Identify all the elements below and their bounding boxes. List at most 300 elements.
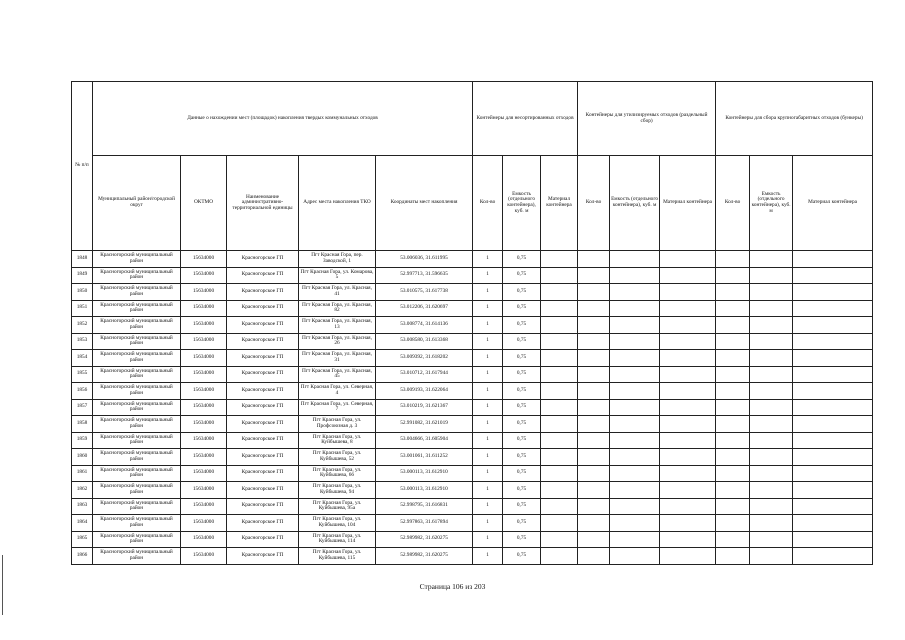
cell-address: Пгт Красная Гора, ул. Красная, 45 <box>299 366 376 383</box>
cell-num: 1864 <box>72 515 93 532</box>
cell-bulky-material <box>793 531 873 548</box>
cell-num: 1856 <box>72 383 93 400</box>
cell-num: 1852 <box>72 317 93 334</box>
cell-oktmo: 15634000 <box>181 350 227 367</box>
cell-separate-count <box>578 449 610 466</box>
cell-unsorted-count: 1 <box>473 333 503 350</box>
cell-bulky-count <box>716 482 750 499</box>
cell-unsorted-count: 1 <box>473 383 503 400</box>
cell-unsorted-material <box>541 284 578 301</box>
cell-separate-volume <box>610 300 660 317</box>
cell-bulky-volume <box>750 531 793 548</box>
cell-admin-unit: Красногорское ГП <box>227 416 299 433</box>
cell-admin-unit: Красногорское ГП <box>227 333 299 350</box>
cell-bulky-material <box>793 548 873 565</box>
cell-separate-count <box>578 366 610 383</box>
cell-separate-count <box>578 383 610 400</box>
waste-sites-table <box>71 81 873 565</box>
cell-separate-material <box>660 333 716 350</box>
table-row <box>72 366 873 383</box>
cell-num: 1866 <box>72 548 93 565</box>
cell-bulky-count <box>716 432 750 449</box>
cell-coords: 52.997863, 31.617894 <box>376 515 473 532</box>
cell-separate-count <box>578 482 610 499</box>
cell-unsorted-volume: 0,75 <box>503 267 541 284</box>
cell-bulky-volume <box>750 366 793 383</box>
table-row <box>72 350 873 367</box>
cell-coords: 53.001061, 31.611252 <box>376 449 473 466</box>
cell-district: Красногорский муниципальный район <box>93 416 181 433</box>
cell-bulky-count <box>716 515 750 532</box>
cell-bulky-volume <box>750 383 793 400</box>
table-row <box>72 251 873 268</box>
table-row <box>72 465 873 482</box>
cell-address: Пгт Красная Гора, ул. Красная, 13 <box>299 317 376 334</box>
table-row <box>72 498 873 515</box>
cell-oktmo: 15634000 <box>181 531 227 548</box>
cell-address: Пгт Красная Гора, ул. Красная, 82 <box>299 300 376 317</box>
cell-bulky-count <box>716 300 750 317</box>
cell-unsorted-count: 1 <box>473 531 503 548</box>
cell-num: 1858 <box>72 416 93 433</box>
cell-separate-count <box>578 548 610 565</box>
cell-unsorted-count: 1 <box>473 432 503 449</box>
cell-oktmo: 15634000 <box>181 399 227 416</box>
cell-separate-volume <box>610 465 660 482</box>
cell-bulky-material <box>793 333 873 350</box>
cell-oktmo: 15634000 <box>181 317 227 334</box>
cell-separate-volume <box>610 284 660 301</box>
cell-bulky-count <box>716 399 750 416</box>
cell-bulky-volume <box>750 399 793 416</box>
cell-separate-volume <box>610 383 660 400</box>
cell-unsorted-material <box>541 432 578 449</box>
cell-address: Пгт Красная Гора, ул. Комарова, 5 <box>299 267 376 284</box>
cell-separate-volume <box>610 399 660 416</box>
cell-separate-volume <box>610 498 660 515</box>
header-num: № п/п <box>72 82 93 251</box>
cell-separate-material <box>660 531 716 548</box>
cell-separate-count <box>578 465 610 482</box>
table-row <box>72 399 873 416</box>
cell-district: Красногорский муниципальный район <box>93 333 181 350</box>
cell-bulky-volume <box>750 498 793 515</box>
table-row <box>72 416 873 433</box>
cell-separate-count <box>578 416 610 433</box>
cell-bulky-material <box>793 432 873 449</box>
cell-bulky-material <box>793 383 873 400</box>
cell-admin-unit: Красногорское ГП <box>227 449 299 466</box>
cell-address: Пгт Красная Гора, ул. Куйбышева, 66 <box>299 465 376 482</box>
cell-unsorted-volume: 0,75 <box>503 284 541 301</box>
cell-address: Пгт Красная Гора, ул. Красная, 41 <box>299 284 376 301</box>
cell-district: Красногорский муниципальный район <box>93 432 181 449</box>
cell-separate-count <box>578 515 610 532</box>
cell-coords: 53.010575, 31.617738 <box>376 284 473 301</box>
cell-unsorted-volume: 0,75 <box>503 251 541 268</box>
cell-unsorted-material <box>541 531 578 548</box>
cell-unsorted-material <box>541 251 578 268</box>
cell-coords: 53.009392, 31.618202 <box>376 350 473 367</box>
cell-unsorted-material <box>541 449 578 466</box>
cell-unsorted-material <box>541 300 578 317</box>
cell-separate-material <box>660 416 716 433</box>
cell-coords: 52.998795, 31.616831 <box>376 498 473 515</box>
table-row <box>72 284 873 301</box>
cell-separate-volume <box>610 366 660 383</box>
cell-unsorted-material <box>541 465 578 482</box>
cell-unsorted-count: 1 <box>473 300 503 317</box>
cell-bulky-count <box>716 383 750 400</box>
cell-unsorted-count: 1 <box>473 465 503 482</box>
cell-unsorted-count: 1 <box>473 515 503 532</box>
cell-bulky-volume <box>750 482 793 499</box>
cell-unsorted-count: 1 <box>473 350 503 367</box>
cell-separate-volume <box>610 416 660 433</box>
cell-num: 1865 <box>72 531 93 548</box>
cell-unsorted-material <box>541 515 578 532</box>
cell-district: Красногорский муниципальный район <box>93 465 181 482</box>
cell-separate-material <box>660 399 716 416</box>
cell-address: Пгт Красная Гора, ул. Северная, 4 <box>299 383 376 400</box>
cell-num: 1855 <box>72 366 93 383</box>
cell-bulky-volume <box>750 300 793 317</box>
cell-district: Красногорский муниципальный район <box>93 317 181 334</box>
cell-unsorted-volume: 0,75 <box>503 333 541 350</box>
header-group-separate: Контейнеры для утилизируемых отходов (раздельный сбор) <box>578 82 716 156</box>
cell-admin-unit: Красногорское ГП <box>227 251 299 268</box>
table-row <box>72 432 873 449</box>
cell-district: Красногорский муниципальный район <box>93 366 181 383</box>
cell-separate-count <box>578 350 610 367</box>
cell-bulky-count <box>716 267 750 284</box>
cell-district: Красногорский муниципальный район <box>93 498 181 515</box>
cell-address: Пгт Красная Гора, ул. Красная, 26 <box>299 333 376 350</box>
cell-unsorted-volume: 0,75 <box>503 498 541 515</box>
cell-unsorted-volume: 0,75 <box>503 548 541 565</box>
cell-admin-unit: Красногорское ГП <box>227 366 299 383</box>
cell-admin-unit: Красногорское ГП <box>227 317 299 334</box>
cell-separate-material <box>660 482 716 499</box>
table-row <box>72 482 873 499</box>
table-row <box>72 531 873 548</box>
cell-oktmo: 15634000 <box>181 383 227 400</box>
cell-address: Пгт Красная Гора, ул. Куйбышева, 114 <box>299 531 376 548</box>
cell-separate-count <box>578 498 610 515</box>
cell-admin-unit: Красногорское ГП <box>227 300 299 317</box>
cell-bulky-material <box>793 449 873 466</box>
cell-oktmo: 15634000 <box>181 251 227 268</box>
header-oktmo: ОКТМО <box>181 156 227 251</box>
cell-num: 1851 <box>72 300 93 317</box>
header-unsorted-material: Материал контейнера <box>541 156 578 251</box>
cell-admin-unit: Красногорское ГП <box>227 498 299 515</box>
cell-unsorted-material <box>541 350 578 367</box>
cell-separate-volume <box>610 350 660 367</box>
cell-separate-volume <box>610 482 660 499</box>
cell-admin-unit: Красногорское ГП <box>227 482 299 499</box>
cell-coords: 53.008774, 31.614136 <box>376 317 473 334</box>
cell-unsorted-material <box>541 366 578 383</box>
cell-separate-material <box>660 548 716 565</box>
header-group-location: Данные о нахождении мест (площадок) накопления твердых коммунальных отходов <box>93 82 473 156</box>
cell-separate-material <box>660 251 716 268</box>
cell-num: 1862 <box>72 482 93 499</box>
table-row <box>72 317 873 334</box>
header-bulky-material: Материал контейнера <box>793 156 873 251</box>
cell-separate-material <box>660 465 716 482</box>
cell-bulky-volume <box>750 333 793 350</box>
cell-bulky-volume <box>750 449 793 466</box>
cell-separate-count <box>578 432 610 449</box>
cell-oktmo: 15634000 <box>181 366 227 383</box>
cell-bulky-count <box>716 350 750 367</box>
cell-unsorted-count: 1 <box>473 399 503 416</box>
table-row <box>72 548 873 565</box>
cell-num: 1857 <box>72 399 93 416</box>
header-group-unsorted: Контейнеры для несортированных отходов <box>473 82 578 156</box>
cell-admin-unit: Красногорское ГП <box>227 548 299 565</box>
cell-separate-count <box>578 333 610 350</box>
header-district: Муниципальный район/городской округ <box>93 156 181 251</box>
cell-bulky-count <box>716 333 750 350</box>
cell-bulky-material <box>793 515 873 532</box>
cell-num: 1860 <box>72 449 93 466</box>
cell-separate-material <box>660 350 716 367</box>
table-row <box>72 333 873 350</box>
cell-unsorted-volume: 0,75 <box>503 416 541 433</box>
cell-oktmo: 15634000 <box>181 333 227 350</box>
cell-bulky-count <box>716 366 750 383</box>
cell-oktmo: 15634000 <box>181 416 227 433</box>
cell-admin-unit: Красногорское ГП <box>227 432 299 449</box>
header-bulky-volume: Емкость (отдельного контейнера), куб. м <box>750 156 793 251</box>
cell-unsorted-material <box>541 383 578 400</box>
cell-admin-unit: Красногорское ГП <box>227 399 299 416</box>
cell-unsorted-material <box>541 548 578 565</box>
cell-separate-material <box>660 498 716 515</box>
cell-oktmo: 15634000 <box>181 515 227 532</box>
header-unsorted-volume: Емкость (отдельного контейнера), куб. м <box>503 156 541 251</box>
header-separate-count: Кол-во <box>578 156 610 251</box>
cell-bulky-material <box>793 482 873 499</box>
cell-num: 1859 <box>72 432 93 449</box>
cell-bulky-volume <box>750 350 793 367</box>
cell-bulky-material <box>793 498 873 515</box>
header-coords: Координаты мест накопления <box>376 156 473 251</box>
cell-bulky-material <box>793 465 873 482</box>
cell-num: 1850 <box>72 284 93 301</box>
cell-oktmo: 15634000 <box>181 300 227 317</box>
cell-separate-volume <box>610 333 660 350</box>
cell-unsorted-count: 1 <box>473 548 503 565</box>
cell-district: Красногорский муниципальный район <box>93 515 181 532</box>
cell-bulky-count <box>716 498 750 515</box>
cell-separate-material <box>660 383 716 400</box>
cell-separate-material <box>660 366 716 383</box>
cell-coords: 53.000113, 31.612910 <box>376 465 473 482</box>
cell-admin-unit: Красногорское ГП <box>227 383 299 400</box>
cell-address: Пгт Красная Гора, ул. Красная, 31 <box>299 350 376 367</box>
cell-unsorted-volume: 0,75 <box>503 383 541 400</box>
cell-num: 1848 <box>72 251 93 268</box>
cell-separate-material <box>660 449 716 466</box>
cell-bulky-material <box>793 317 873 334</box>
cell-admin-unit: Красногорское ГП <box>227 350 299 367</box>
cell-unsorted-volume: 0,75 <box>503 465 541 482</box>
cell-coords: 52.989982, 31.620275 <box>376 548 473 565</box>
cell-bulky-volume <box>750 432 793 449</box>
cell-bulky-material <box>793 284 873 301</box>
header-admin-unit: Наименование административно-территориальной единицы <box>227 156 299 251</box>
cell-district: Красногорский муниципальный район <box>93 350 181 367</box>
cell-unsorted-count: 1 <box>473 449 503 466</box>
cell-unsorted-volume: 0,75 <box>503 366 541 383</box>
cell-unsorted-volume: 0,75 <box>503 482 541 499</box>
cell-bulky-volume <box>750 267 793 284</box>
cell-oktmo: 15634000 <box>181 482 227 499</box>
cell-bulky-count <box>716 416 750 433</box>
cell-separate-material <box>660 284 716 301</box>
cell-coords: 53.012206, 31.620697 <box>376 300 473 317</box>
cell-separate-count <box>578 284 610 301</box>
cell-separate-count <box>578 300 610 317</box>
cell-coords: 52.989982, 31.620275 <box>376 531 473 548</box>
cell-separate-material <box>660 300 716 317</box>
cell-address: Пгт Красная Гора, пер. Заводской, 1 <box>299 251 376 268</box>
table-row <box>72 267 873 284</box>
cell-coords: 53.000113, 31.612910 <box>376 482 473 499</box>
cell-bulky-material <box>793 267 873 284</box>
cell-bulky-count <box>716 317 750 334</box>
cell-separate-material <box>660 515 716 532</box>
cell-separate-material <box>660 432 716 449</box>
cell-separate-volume <box>610 251 660 268</box>
cell-district: Красногорский муниципальный район <box>93 531 181 548</box>
cell-unsorted-material <box>541 399 578 416</box>
cell-unsorted-count: 1 <box>473 284 503 301</box>
cell-admin-unit: Красногорское ГП <box>227 267 299 284</box>
table-body <box>72 251 873 565</box>
cell-coords: 53.008580, 31.613368 <box>376 333 473 350</box>
cell-bulky-material <box>793 399 873 416</box>
cell-unsorted-volume: 0,75 <box>503 515 541 532</box>
cell-address: Пгт Красная Гора, ул. Профсоюзная д. 3 <box>299 416 376 433</box>
cell-separate-count <box>578 317 610 334</box>
cell-oktmo: 15634000 <box>181 498 227 515</box>
cell-district: Красногорский муниципальный район <box>93 267 181 284</box>
cell-unsorted-count: 1 <box>473 366 503 383</box>
cell-unsorted-material <box>541 482 578 499</box>
cell-separate-count <box>578 531 610 548</box>
table-row <box>72 383 873 400</box>
cell-admin-unit: Красногорское ГП <box>227 465 299 482</box>
cell-num: 1854 <box>72 350 93 367</box>
cell-unsorted-count: 1 <box>473 317 503 334</box>
cell-bulky-count <box>716 531 750 548</box>
cell-bulky-count <box>716 284 750 301</box>
cell-admin-unit: Красногорское ГП <box>227 515 299 532</box>
table-header <box>72 82 873 251</box>
cell-unsorted-volume: 0,75 <box>503 350 541 367</box>
cell-address: Пгт Красная Гора, ул. Северная, 7 <box>299 399 376 416</box>
cell-coords: 52.997713, 31.596635 <box>376 267 473 284</box>
cell-separate-volume <box>610 432 660 449</box>
cell-bulky-material <box>793 350 873 367</box>
cell-district: Красногорский муниципальный район <box>93 548 181 565</box>
cell-separate-count <box>578 251 610 268</box>
table-row <box>72 515 873 532</box>
cell-coords: 53.010219, 31.621367 <box>376 399 473 416</box>
cell-unsorted-count: 1 <box>473 482 503 499</box>
page-number: Страница 106 из 203 <box>419 582 486 591</box>
cell-unsorted-count: 1 <box>473 416 503 433</box>
header-bulky-count: Кол-во <box>716 156 750 251</box>
header-unsorted-count: Кол-во <box>473 156 503 251</box>
cell-unsorted-volume: 0,75 <box>503 531 541 548</box>
cell-district: Красногорский муниципальный район <box>93 399 181 416</box>
cell-bulky-volume <box>750 548 793 565</box>
header-separate-material: Материал контейнера <box>660 156 716 251</box>
cell-bulky-material <box>793 366 873 383</box>
cell-unsorted-material <box>541 498 578 515</box>
cell-district: Красногорский муниципальный район <box>93 251 181 268</box>
cell-separate-material <box>660 317 716 334</box>
cell-bulky-material <box>793 251 873 268</box>
cell-unsorted-volume: 0,75 <box>503 432 541 449</box>
table-row <box>72 449 873 466</box>
cell-admin-unit: Красногорское ГП <box>227 531 299 548</box>
cell-coords: 53.004666, 31.605904 <box>376 432 473 449</box>
cell-oktmo: 15634000 <box>181 284 227 301</box>
cell-oktmo: 15634000 <box>181 449 227 466</box>
cell-bulky-count <box>716 251 750 268</box>
cell-bulky-volume <box>750 284 793 301</box>
cell-bulky-material <box>793 416 873 433</box>
cell-address: Пгт Красная Гора, ул. Куйбышева, 94 <box>299 482 376 499</box>
cell-separate-material <box>660 267 716 284</box>
cell-unsorted-material <box>541 317 578 334</box>
cell-coords: 52.991082, 31.621019 <box>376 416 473 433</box>
cell-address: Пгт Красная Гора, ул. Куйбышева, 115 <box>299 548 376 565</box>
cell-oktmo: 15634000 <box>181 465 227 482</box>
cell-num: 1849 <box>72 267 93 284</box>
cell-unsorted-count: 1 <box>473 267 503 284</box>
cell-bulky-volume <box>750 251 793 268</box>
cell-bulky-material <box>793 300 873 317</box>
cell-district: Красногорский муниципальный район <box>93 284 181 301</box>
header-separate-volume: Емкость (отдельного контейнера), куб. м <box>610 156 660 251</box>
cell-unsorted-count: 1 <box>473 498 503 515</box>
cell-bulky-volume <box>750 465 793 482</box>
cell-bulky-count <box>716 465 750 482</box>
cell-address: Пгт Красная Гора, ул. Куйбышева, 95а <box>299 498 376 515</box>
cell-coords: 53.006036, 31.611995 <box>376 251 473 268</box>
cell-address: Пгт Красная Гора, ул. Куйбышева, 104 <box>299 515 376 532</box>
header-group-bulky: Контейнеры для сбора крупногабаритных отходов (бункеры) <box>716 82 873 156</box>
cell-coords: 53.010712, 31.617944 <box>376 366 473 383</box>
header-address: Адрес места накопления ТКО <box>299 156 376 251</box>
cell-unsorted-material <box>541 267 578 284</box>
cell-unsorted-volume: 0,75 <box>503 317 541 334</box>
cell-address: Пгт Красная Гора, ул. Куйбышева, 8 <box>299 432 376 449</box>
cell-separate-count <box>578 267 610 284</box>
cell-district: Красногорский муниципальный район <box>93 482 181 499</box>
cell-district: Красногорский муниципальный район <box>93 300 181 317</box>
cell-address: Пгт Красная Гора, ул. Куйбышева, 52 <box>299 449 376 466</box>
cell-bulky-volume <box>750 515 793 532</box>
cell-unsorted-volume: 0,75 <box>503 300 541 317</box>
